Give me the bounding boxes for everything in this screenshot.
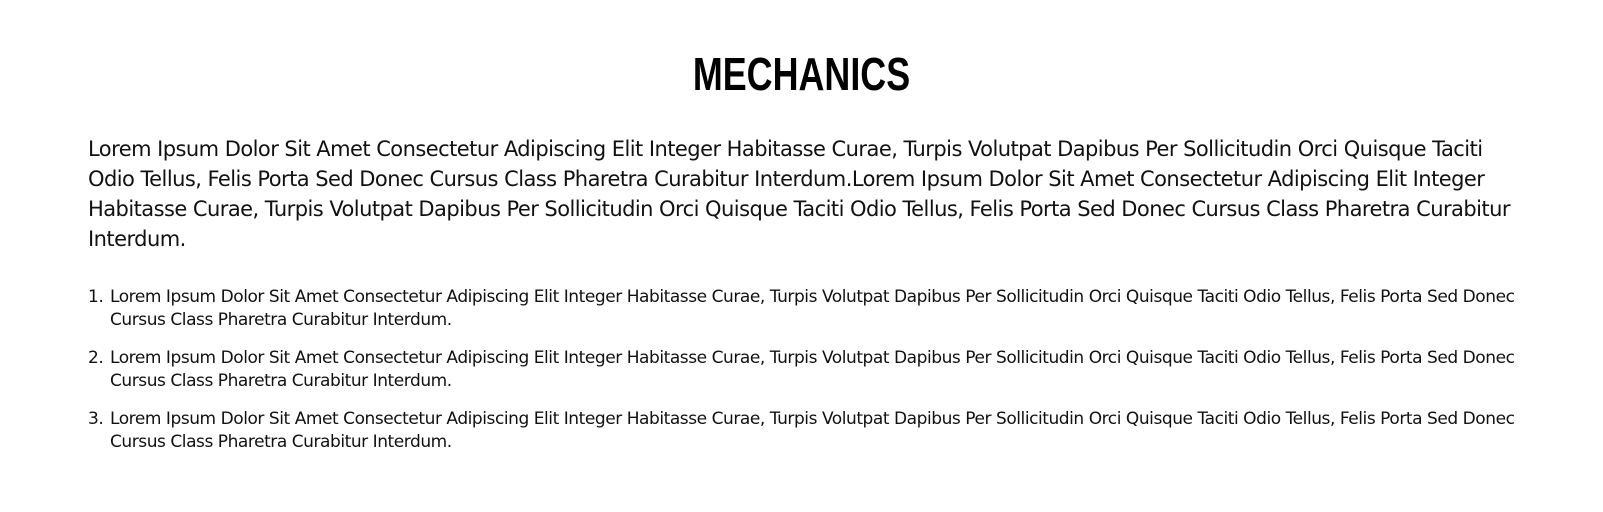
list-item xyxy=(88,347,1515,393)
intro-paragraph: Lorem Ipsum Dolor Sit Amet Consectetur Adipiscing Elit Integer Habitasse Curae, Turpis Volutpat Dapibus Per Sollicitudin Orci Quisque Taciti Odio Tellus, Felis Porta Sed Donec Cursus Class Pharetra Curabitur Interdum.Lorem Ipsum Dolor Sit Amet Consectetur Adipiscing Elit Integer Habitasse Curae, Turpis Volutpat Dapibus Per Sollicitudin Orci Quisque Taciti Odio Tellus, Felis Porta Sed Donec Cursus Class Pharetra Curabitur Interdum. xyxy=(88,137,1510,251)
list-item xyxy=(88,408,1515,454)
list-item-number: 2. xyxy=(88,348,104,368)
list-item-text: Lorem Ipsum Dolor Sit Amet Consectetur Adipiscing Elit Integer Habitasse Curae, Turpis Volutpat Dapibus Per Sollicitudin Orci Quisque Taciti Odio Tellus, Felis Porta Sed Donec Cursus Class Pharetra Curabitur Interdum. xyxy=(110,348,1515,391)
list-item-number: 1. xyxy=(88,287,104,307)
list-item-text: Lorem Ipsum Dolor Sit Amet Consectetur Adipiscing Elit Integer Habitasse Curae, Turpis Volutpat Dapibus Per Sollicitudin Orci Quisque Taciti Odio Tellus, Felis Porta Sed Donec Cursus Class Pharetra Curabitur Interdum. xyxy=(110,409,1515,452)
page-title: MECHANICS xyxy=(692,48,911,100)
list-item-text: Lorem Ipsum Dolor Sit Amet Consectetur Adipiscing Elit Integer Habitasse Curae, Turpis Volutpat Dapibus Per Sollicitudin Orci Quisque Taciti Odio Tellus, Felis Porta Sed Donec Cursus Class Pharetra Curabitur Interdum. xyxy=(110,287,1515,330)
list-item-number: 3. xyxy=(88,409,104,429)
list-item xyxy=(88,286,1515,332)
mechanics-list xyxy=(88,286,1515,454)
